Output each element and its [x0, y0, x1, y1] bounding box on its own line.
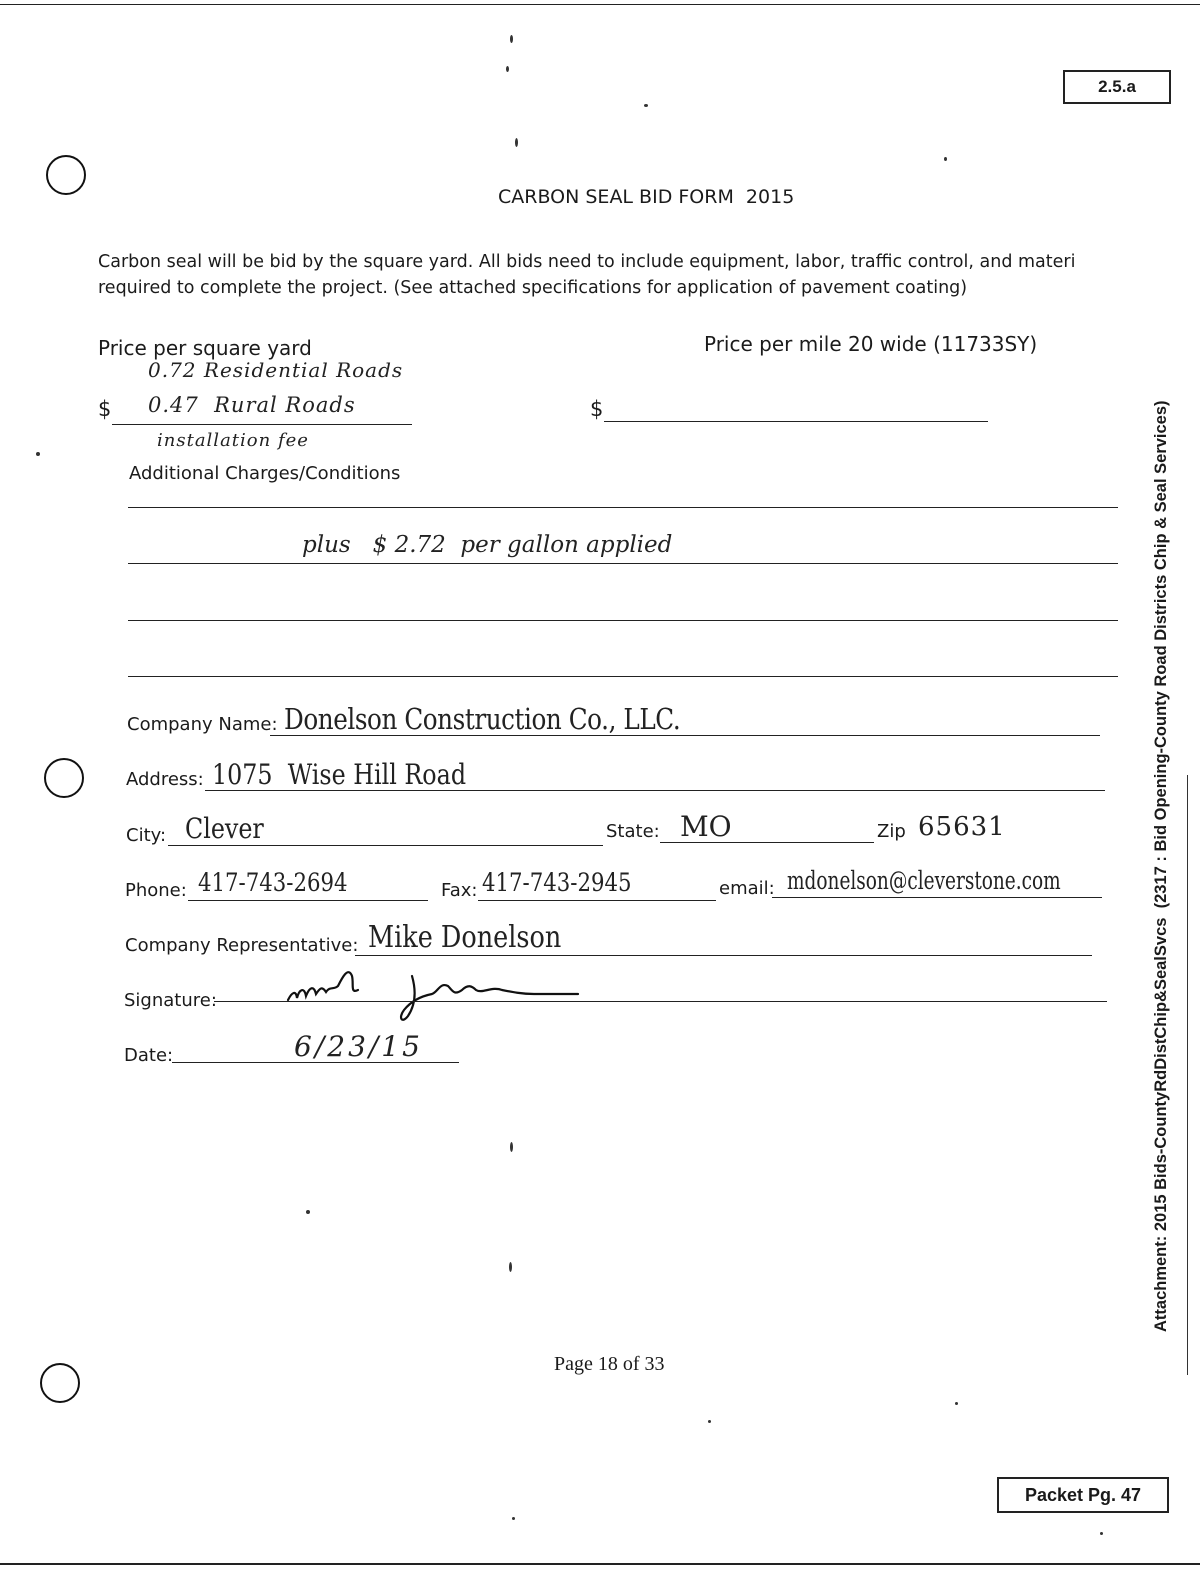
company-name-label: Company Name:	[127, 714, 278, 735]
company-name-value: Donelson Construction Co., LLC.	[284, 702, 681, 736]
signature-mark	[282, 956, 582, 1031]
phone-label: Phone:	[125, 880, 187, 901]
signature-label: Signature:	[124, 990, 217, 1011]
additional-line-3[interactable]	[128, 620, 1118, 621]
attachment-side-label: Attachment: 2015 Bids-CountyRdDistChip&SealSvcs (2317 : Bid Opening-County Road Districts Chip & Seal Services)	[1152, 400, 1170, 1332]
scan-speck	[509, 1262, 512, 1272]
signature-field[interactable]	[214, 1001, 1107, 1002]
scan-speck	[506, 66, 509, 72]
scan-speck	[36, 452, 40, 456]
intro-line-1: Carbon seal will be bid by the square yard. All bids need to include equipment, labor, traffic control, and materi	[98, 252, 1076, 272]
city-value: Clever	[185, 812, 264, 845]
additional-line-1[interactable]	[128, 507, 1118, 508]
additional-line-4[interactable]	[128, 676, 1118, 677]
price-per-square-yard-label: Price per square yard	[98, 336, 312, 360]
scan-speck	[955, 1402, 958, 1405]
right-margin-line	[1187, 775, 1188, 1375]
company-name-field[interactable]	[270, 735, 1100, 736]
binder-hole-bottom	[40, 1363, 80, 1403]
representative-label: Company Representative:	[125, 935, 359, 956]
top-border	[0, 4, 1200, 5]
residential-roads-price: 0.72 Residential Roads	[148, 358, 404, 382]
scan-speck	[306, 1210, 310, 1214]
email-label: email:	[719, 878, 775, 899]
phone-field[interactable]	[188, 900, 428, 901]
state-field[interactable]	[660, 842, 874, 843]
intro-line-2: required to complete the project. (See attached specifications for application of pavement coating)	[98, 278, 968, 298]
scan-speck	[510, 35, 513, 43]
zip-value: 65631	[918, 812, 1006, 842]
email-value: mdonelson@cleverstone.com	[787, 866, 1061, 895]
scan-speck	[708, 1420, 711, 1423]
state-label: State:	[606, 821, 660, 842]
fax-label: Fax:	[441, 880, 478, 901]
price-per-mile-label: Price per mile 20 wide (11733SY)	[704, 332, 1038, 356]
sq-yd-price-line[interactable]	[112, 424, 412, 425]
date-value: 6/23/15	[294, 1030, 423, 1063]
doc-id-badge: 2.5.a	[1063, 70, 1171, 104]
per-gallon-charge: plus $ 2.72 per gallon applied	[302, 532, 673, 558]
phone-value: 417-743-2694	[198, 868, 348, 897]
scan-speck	[512, 1517, 515, 1520]
address-field[interactable]	[205, 790, 1105, 791]
price-per-mile-field[interactable]	[604, 421, 988, 422]
additional-line-2[interactable]	[128, 563, 1118, 564]
scan-speck	[644, 104, 648, 107]
date-label: Date:	[124, 1045, 174, 1066]
additional-charges-label: Additional Charges/Conditions	[129, 463, 401, 484]
scan-speck	[1100, 1532, 1103, 1535]
scan-speck	[515, 138, 518, 147]
packet-page-badge: Packet Pg. 47	[997, 1477, 1169, 1513]
city-label: City:	[126, 825, 167, 846]
representative-value: Mike Donelson	[368, 920, 562, 955]
form-title: CARBON SEAL BID FORM 2015	[498, 186, 795, 208]
installation-fee-note: installation fee	[157, 430, 309, 451]
fax-value: 417-743-2945	[482, 868, 632, 897]
zip-label: Zip	[877, 821, 906, 842]
fax-field[interactable]	[478, 900, 716, 901]
dollar-sign-mile: $	[590, 397, 604, 421]
city-field[interactable]	[168, 845, 603, 846]
scan-speck	[944, 157, 947, 161]
binder-hole-top	[46, 155, 86, 195]
bottom-border	[0, 1563, 1200, 1565]
rural-roads-price: 0.47 Rural Roads	[148, 393, 356, 417]
address-label: Address:	[126, 769, 204, 790]
date-field[interactable]	[172, 1062, 459, 1063]
dollar-sign-sq-yd: $	[98, 397, 112, 421]
page-number: Page 18 of 33	[554, 1353, 665, 1375]
address-value: 1075 Wise Hill Road	[212, 758, 467, 791]
state-value: MO	[680, 810, 732, 843]
scan-speck	[510, 1142, 513, 1152]
binder-hole-middle	[44, 758, 84, 798]
email-field[interactable]	[772, 897, 1102, 898]
